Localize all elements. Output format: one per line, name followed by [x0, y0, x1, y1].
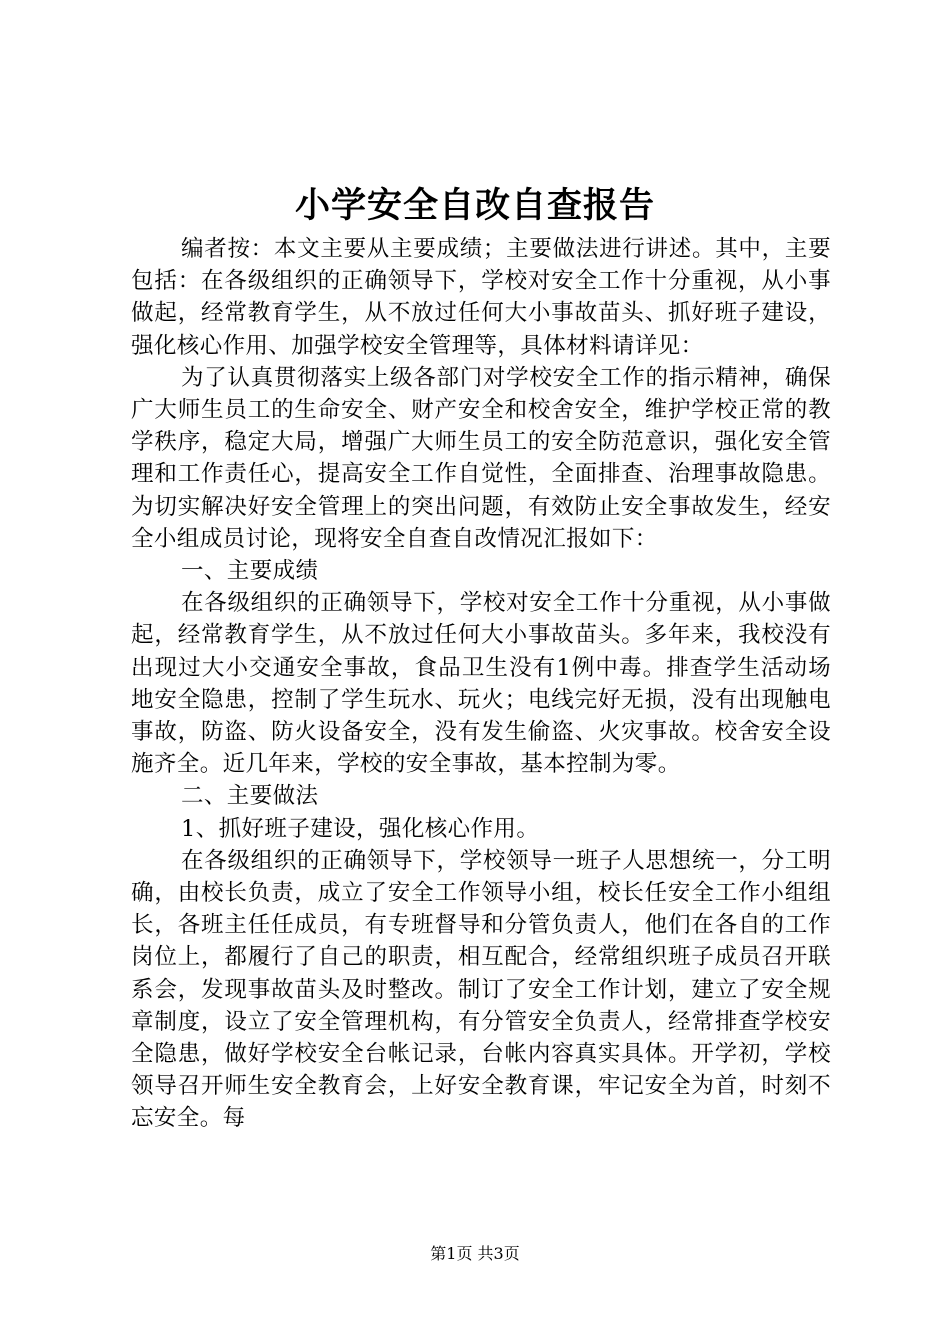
leadership-paragraph: 在各级组织的正确领导下，学校领导一班子人思想统一，分工明确，由校长负责，成立了安全工作领导小组，校长任安全工作小组组长，各班主任任成员，有专班督导和分管负责人，他们在各自的工作岗位上，都履行了自己的职责，相互配合，经常组织班子成员召开联系会，发现事故苗头及时整改。制订了安全工作计划，建立了安全规章制度，设立了安全管理机构，有分管安全负责人，经常排查学校安全隐患，做好学校安全台帐记录，台帐内容真实具体。开学初，学校领导召开师生安全教育会，上好安全教育课，牢记安全为首，时刻不忘安全。每: [131, 847, 831, 1132]
section-heading-methods: 二、主要做法: [181, 783, 319, 810]
document-body: [131, 233, 831, 1135]
editor-note-paragraph: 编者按：本文主要从主要成绩；主要做法进行讲述。其中，主要包括：在各级组织的正确领导下，学校对安全工作十分重视，从小事做起，经常教育学生，从不放过任何大小事故苗头、抓好班子建设，强化核心作用、加强学校安全管理等，具体材料请详见：: [131, 236, 831, 359]
intro-paragraph: 为了认真贯彻落实上级各部门对学校安全工作的指示精神，确保广大师生员工的生命安全、财产安全和校舍安全，维护学校正常的教学秩序，稳定大局，增强广大师生员工的安全防范意识，强化安全管理和工作责任心，提高安全工作自觉性，全面排查、治理事故隐患。为切实解决好安全管理上的突出问题，有效防止安全事故发生，经安全小组成员讨论，现将安全自查自改情况汇报如下：: [131, 364, 831, 552]
page-title: 小学安全自改自查报告: [294, 185, 655, 226]
achievements-paragraph: 在各级组织的正确领导下，学校对安全工作十分重视，从小事做起，经常教育学生，从不放过任何大小事故苗头。多年来，我校没有出现过大小交通安全事故，食品卫生没有1例中毒。排查学生活动场地安全隐患，控制了学生玩水、玩火；电线完好无损，没有出现触电事故，防盗、防火设备安全，没有发生偷盗、火灾事故。校舍安全设施齐全。近几年来，学校的安全事故，基本控制为零。: [131, 590, 831, 778]
section-heading-achievements: 一、主要成绩: [181, 558, 319, 585]
subsection-heading-leadership: 1、抓好班子建设，强化核心作用。: [181, 815, 540, 842]
page-number-footer: 第1页 共3页: [430, 1244, 520, 1263]
